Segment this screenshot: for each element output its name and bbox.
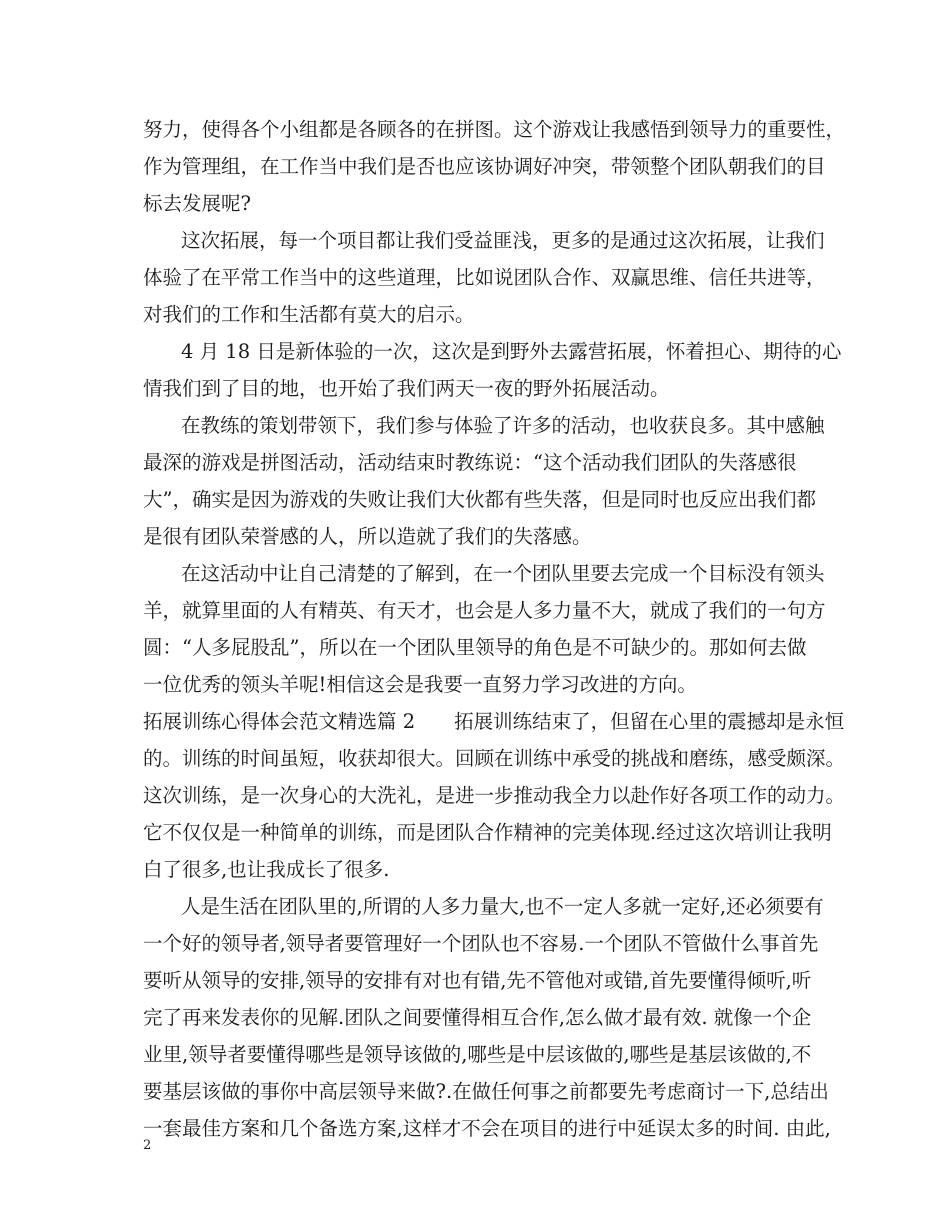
text-line: 要听从领导的安排,领导的安排有对也有错,先不管他对或错,首先要懂得倾听,听 — [143, 969, 812, 992]
text-line: 完了再来发表你的见解.团队之间要懂得相互合作,怎么做才最有效. 就像一个企 — [143, 1006, 812, 1029]
text-line: 要基层该做的事你中高层领导来做?.在做任何事之前都要先考虑商讨一下,总结出 — [143, 1080, 829, 1103]
text-line: 一个好的领导者,领导者要管理好一个团队也不容易.一个团队不管做什么事首先 — [143, 932, 819, 955]
text-line: 人是生活在团队里的,所谓的人多力量大,也不一定人多就一定好,还必须要有 — [181, 895, 824, 918]
text-line: 羊，就算里面的人有精英、有天才，也会是人多力量不大，就成了我们的一句方 — [143, 599, 826, 622]
text-line: 这次拓展，每一个项目都让我们受益匪浅，更多的是通过这次拓展，让我们 — [181, 229, 825, 252]
text-line: 这次训练，是一次身心的大洗礼，是进一步推动我全力以赴作好各项工作的动力。 — [143, 784, 846, 807]
text-line: 白了很多,也让我成长了很多. — [143, 858, 390, 881]
text-line: 是很有团队荣誉感的人，所以造就了我们的失落感。 — [143, 525, 592, 548]
text-line: 标去发展呢? — [143, 192, 251, 215]
text-line: 情我们到了目的地，也开始了我们两天一夜的野外拓展活动。 — [143, 377, 670, 400]
text-line: 一位优秀的领头羊呢!相信这会是我要一直努力学习改进的方向。 — [143, 673, 697, 696]
text-line: 努力，使得各个小组都是各顾各的在拼图。这个游戏让我感悟到领导力的重要性， — [143, 118, 846, 141]
text-line: 对我们的工作和生活都有莫大的启示。 — [143, 303, 475, 326]
text-line: 它不仅仅是一种简单的训练，而是团队合作精神的完美体现.经过这次培训让我明 — [143, 821, 832, 844]
text-line: 业里,领导者要懂得哪些是领导该做的,哪些是中层该做的,哪些是基层该做的,不 — [143, 1043, 812, 1066]
text-line: 一套最佳方案和几个备选方案,这样才不会在项目的进行中延误太多的时间. 由此, — [143, 1117, 831, 1140]
text-line: 在教练的策划带领下，我们参与体验了许多的活动，也收获良多。其中感触 — [181, 414, 825, 437]
text-line: 体验了在平常工作当中的这些道理，比如说团队合作、双赢思维、信任共进等， — [143, 266, 826, 289]
text-line: 大”，确实是因为游戏的失败让我们大伙都有些失落，但是同时也反应出我们都 — [143, 488, 816, 511]
page-number: 2 — [143, 1138, 152, 1153]
text-line: 的。训练的时间虽短，收获却很大。回顾在训练中承受的挑战和磨练，感受颇深。 — [143, 747, 846, 770]
text-line: 4 月 18 日是新体验的一次，这次是到野外去露营拓展，怀着担心、期待的心 — [181, 340, 842, 363]
text-line: 圆：“人多屁股乱”，所以在一个团队里领导的角色是不可缺少的。那如何去做 — [143, 636, 807, 659]
text-line: 作为管理组，在工作当中我们是否也应该协调好冲突，带领整个团队朝我们的目 — [143, 155, 826, 178]
text-line: 最深的游戏是拼图活动，活动结束时教练说：“这个活动我们团队的失落感很 — [143, 451, 797, 474]
section-heading-line: 拓展训练心得体会范文精选篇 2 拓展训练结束了，但留在心里的震撼却是永恒 — [143, 710, 845, 733]
text-line: 在这活动中让自己清楚的了解到，在一个团队里要去完成一个目标没有领头 — [181, 562, 825, 585]
